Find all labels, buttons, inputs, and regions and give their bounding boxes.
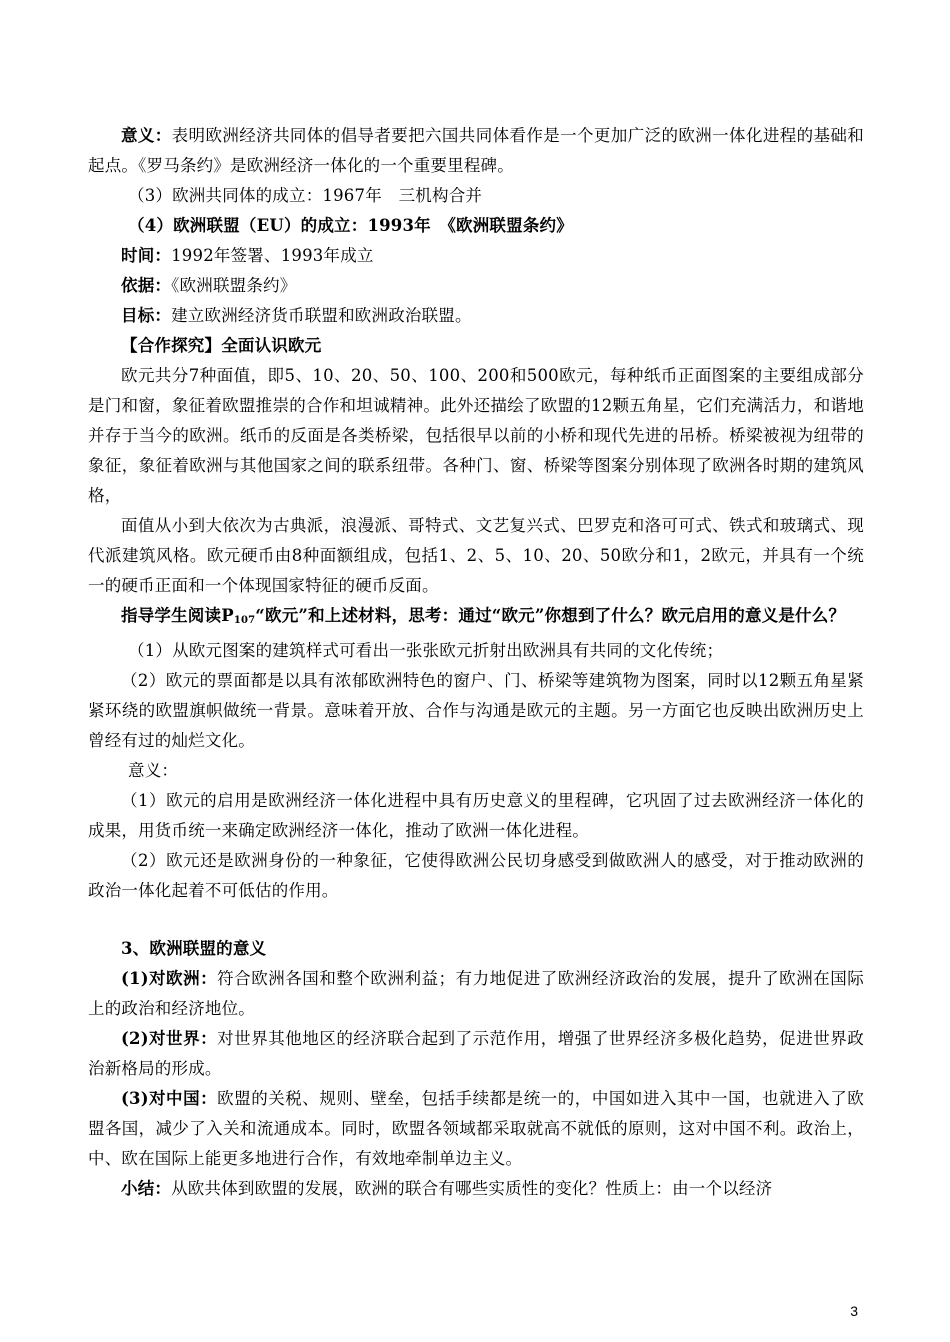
china-text: 欧盟的关税、规则、壁垒，包括手续都是统一的，中国如进入其中一国，也就进入了欧盟各国，减少了入关和流通成本。同时，欧盟各领域都采取就高不就低的原则，这对中国不利。政治上，中、欧在国际上能更多地进行合作，有效地牵制单边主义。 xyxy=(88,1089,864,1168)
meaning-2: （2）欧元还是欧洲身份的一种象征，它使得欧洲公民切身感受到做欧洲人的感受，对于推动欧洲的政治一体化起着不可低估的作用。 xyxy=(88,851,864,900)
china-paragraph xyxy=(88,1084,864,1174)
basis-label: 依据： xyxy=(121,276,172,295)
answer-1: （1）从欧元图案的建筑样式可看出一张张欧元折射出欧洲具有共同的文化传统； xyxy=(128,641,724,660)
eu-heading: （4）欧洲联盟（EU）的成立：1993年 《欧洲联盟条约》 xyxy=(128,216,573,235)
section-3-heading: 3、欧洲联盟的意义 xyxy=(121,939,267,958)
time-label: 时间： xyxy=(121,246,172,265)
summary-text: 从欧共体到欧盟的发展，欧洲的联合有哪些实质性的变化？性质上：由一个以经济 xyxy=(171,1179,773,1198)
world-text: 对世界其他地区的经济联合起到了示范作用，增强了世界经济多极化趋势，促进世界政治新格局的形成。 xyxy=(88,1029,864,1078)
significance-paragraph xyxy=(88,121,864,181)
summary-paragraph xyxy=(88,1174,864,1204)
time-line xyxy=(88,241,864,271)
meaning-label: 意义： xyxy=(128,761,179,780)
document-body xyxy=(88,121,864,1204)
significance-label: 意义： xyxy=(121,126,172,145)
goal-text: 建立欧洲经济货币联盟和欧洲政治联盟。 xyxy=(171,306,472,325)
page-number: 3 xyxy=(850,1303,858,1319)
world-paragraph xyxy=(88,1024,864,1084)
goal-label: 目标： xyxy=(121,306,172,325)
europe-text: 符合欧洲各国和整个欧洲利益；有力地促进了欧洲经济政治的发展，提升了欧洲在国际上的政治和经济地位。 xyxy=(88,969,864,1018)
coop-heading: 【合作探究】全面认识欧元 xyxy=(121,336,322,355)
summary-label: 小结： xyxy=(121,1179,172,1198)
section-gap xyxy=(88,906,864,934)
guide-pre: 指导学生阅读P xyxy=(121,606,234,625)
meaning-1: （1）欧元的启用是欧洲经济一体化进程中具有历史意义的里程碑，它巩固了过去欧洲经济一体化的成果，用货币统一来确定欧洲经济一体化，推动了欧洲一体化进程。 xyxy=(88,791,864,840)
guide-question xyxy=(88,601,864,636)
basis-line xyxy=(88,271,864,301)
ec-line: （3）欧洲共同体的成立：1967年 三机构合并 xyxy=(128,186,483,205)
significance-text: 表明欧洲经济共同体的倡导者要把六国共同体看作是一个更加广泛的欧洲一体化进程的基础和起点。《罗马条约》是欧洲经济一体化的一个重要里程碑。 xyxy=(88,126,864,175)
goal-line xyxy=(88,301,864,331)
euro-paragraph-1: 欧元共分7种面值，即5、10、20、50、100、200和500欧元，每种纸币正面图案的主要组成部分是门和窗，象征着欧盟推崇的合作和坦诚精神。此外还描绘了欧盟的12颗五角星，它们充满活力，和谐地并存于当今的欧洲。纸币的反面是各类桥梁，包括很早以前的小桥和现代先进的吊桥。桥梁被视为纽带的象征，象征着欧洲与其他国家之间的联系纽带。各种门、窗、桥梁等图案分别体现了欧洲各时期的建筑风格， xyxy=(88,366,864,505)
china-label: (3)对中国： xyxy=(121,1089,218,1108)
basis-text: 《欧洲联盟条约》 xyxy=(171,276,297,295)
answer-2: （2）欧元的票面都是以具有浓郁欧洲特色的窗户、门、桥梁等建筑物为图案，同时以12颗五角星紧紧环绕的欧盟旗帜做统一背景。意味着开放、合作与沟通是欧元的主题。另一方面它也反映出欧洲历史上曾经有过的灿烂文化。 xyxy=(88,671,864,750)
time-text: 1992年签署、1993年成立 xyxy=(171,246,374,265)
world-label: (2)对世界： xyxy=(121,1029,218,1048)
europe-paragraph xyxy=(88,964,864,1024)
guide-page-sub: 107 xyxy=(233,615,256,626)
guide-post: “欧元”和上述材料，思考：通过“欧元”你想到了什么？欧元启用的意义是什么？ xyxy=(255,606,846,625)
europe-label: (1)对欧洲： xyxy=(121,969,218,988)
euro-paragraph-2: 面值从小到大依次为古典派，浪漫派、哥特式、文艺复兴式、巴罗克和洛可可式、铁式和玻璃式、现代派建筑风格。欧元硬币由8种面额组成，包括1、2、5、10、20、50欧分和1，2欧元，并具有一个统一的硬币正面和一个体现国家特征的硬币反面。 xyxy=(88,516,864,595)
